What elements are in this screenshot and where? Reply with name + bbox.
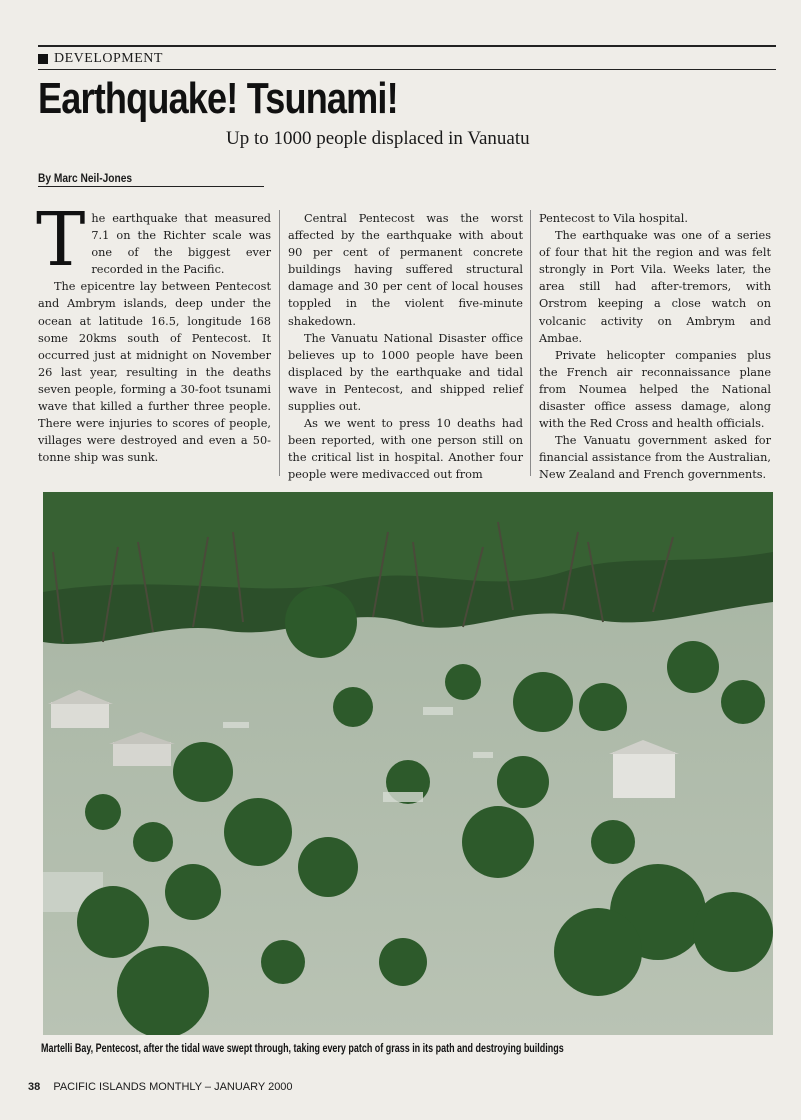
photo-illustration — [43, 492, 773, 1035]
byline-rule — [38, 186, 264, 187]
subheadline: Up to 1000 people displaced in Vanuatu — [226, 128, 530, 149]
paragraph: The epicentre lay between Pentecost and Ambrym islands, deep under the ocean at latitude 16.5, longitude 168 some 20kms south of Pentecost. It occurred just at midnight on November 26 last year, resulting in the deaths seven people, forming a 30-foot tsunami wave that killed a further three people. There were injuries to scores of people, villages were destroyed and even a 50-tonne ship was sunk. — [38, 280, 271, 465]
column-divider — [279, 210, 280, 476]
paragraph: The Vanuatu government asked for financial assistance from the Australian, New Zealand and French governments. — [539, 434, 771, 482]
page-footer — [28, 1081, 293, 1093]
paragraph: As we went to press 10 deaths had been reported, with one person still on the critical list in hospital. Another four people were medivacced out from — [288, 417, 523, 482]
paragraph: Pentecost to Vila hospital. — [539, 212, 688, 225]
headline: Earthquake! Tsunami! — [38, 74, 398, 123]
photo-caption: Martelli Bay, Pentecost, after the tidal wave swept through, taking every patch of grass in its path and destroying buildings — [41, 1043, 564, 1055]
section-header — [38, 50, 776, 68]
column-divider — [530, 210, 531, 476]
article-column-1 — [36, 197, 271, 466]
section-rule-top — [38, 45, 776, 47]
publication-line: PACIFIC ISLANDS MONTHLY – JANUARY 2000 — [53, 1081, 293, 1093]
section-rule-bottom — [38, 69, 776, 70]
drop-cap: T — [36, 197, 86, 283]
square-bullet-icon — [38, 54, 48, 64]
paragraph: Private helicopter companies plus the French air reconnaissance plane from Noumea helped the National disaster office assess damage, along with the Red Cross and health officials. — [539, 348, 771, 431]
paragraph: The Vanuatu National Disaster office believes up to 1000 people have been displaced by the earthquake and tidal wave in Pentecost, and shipped relief supplies out. — [288, 331, 523, 414]
article-column-2 — [288, 210, 523, 484]
article-column-3 — [539, 210, 771, 484]
paragraph: he earthquake that measured 7.1 on the Richter scale was one of the biggest ever recorded in the Pacific. — [91, 212, 271, 277]
paragraph: Central Pentecost was the worst affected by the earthquake with about 90 per cent of permanent concrete buildings having suffered structural damage and 30 per cent of local houses toppled in the violent five-minute shakedown. — [288, 212, 523, 328]
aerial-photo — [43, 492, 773, 1035]
section-label: DEVELOPMENT — [54, 51, 163, 66]
byline: By Marc Neil-Jones — [38, 171, 133, 185]
page-number: 38 — [28, 1081, 41, 1093]
paragraph: The earthquake was one of a series of four that hit the region and was felt strongly in Port Vila. Weeks later, the area still had after-tremors, with Orstrom keeping a close watch on volcanic activity on Ambrym and Ambae. — [539, 229, 771, 345]
